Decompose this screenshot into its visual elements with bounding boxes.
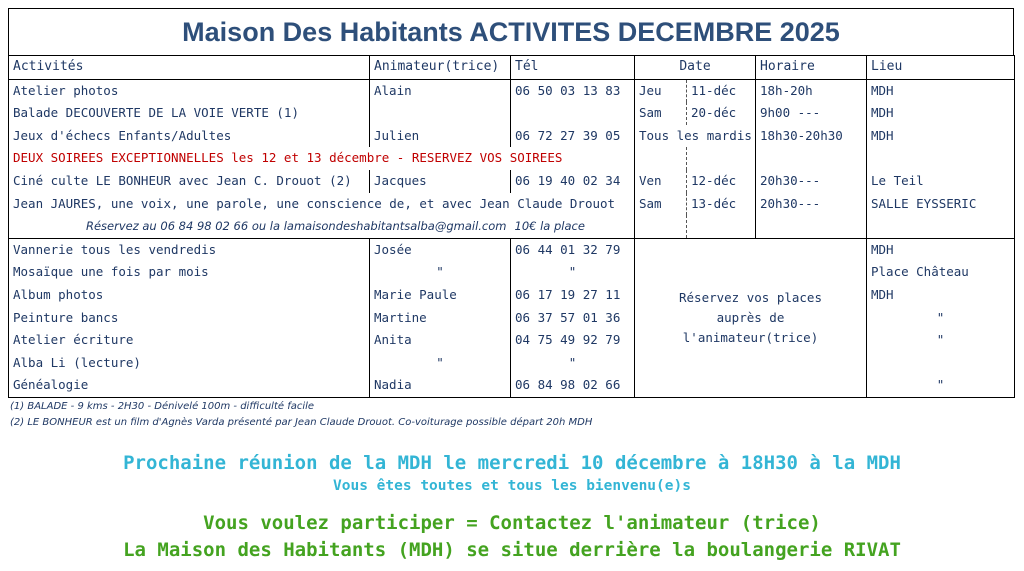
header-animateur: Animateur(trice): [370, 56, 511, 80]
activity-jour: Sam: [635, 102, 687, 125]
page-title-box: [8, 8, 1014, 55]
activity-animateur: Martine: [370, 307, 511, 330]
activity-lieu: ": [867, 329, 1015, 352]
activity-tel: 06 17 19 27 11: [511, 284, 635, 307]
activity-animateur: Anita: [370, 329, 511, 352]
table-row: [9, 79, 1015, 102]
location-text: La Maison des Habitants (MDH) se situe derrière la boulangerie RIVAT: [123, 539, 901, 561]
header-tel: Tél: [511, 56, 635, 80]
activity-animateur: Alain: [370, 79, 511, 102]
welcome-text: Vous êtes toutes et tous les bienvenu(e)s: [333, 478, 691, 494]
activity-jour: Jeu: [635, 79, 687, 102]
activity-horaire: 9h00 ---: [756, 102, 867, 125]
activity-tel: 06 19 40 02 34: [511, 170, 635, 193]
table-row: [9, 170, 1015, 193]
activity-animateur: Julien: [370, 125, 511, 148]
activity-jour: Tous les mardis: [635, 125, 756, 148]
activity-lieu: SALLE EYSSERIC: [867, 193, 1015, 216]
table-row: [9, 125, 1015, 148]
activity-animateur: Jacques: [370, 170, 511, 193]
contact-text: Vous voulez participer = Contactez l'animateur (trice): [203, 512, 821, 534]
activity-lieu: MDH: [867, 79, 1015, 102]
reserve-note-line: l'animateur(trice): [682, 329, 819, 345]
activity-lieu: MDH: [867, 238, 1015, 261]
activity-animateur: Nadia: [370, 374, 511, 397]
activity-name: Peinture bancs: [9, 307, 370, 330]
activity-animateur: [370, 102, 511, 125]
table-row: [9, 102, 1015, 125]
activity-lieu: ": [867, 307, 1015, 330]
activity-lieu: Le Teil: [867, 170, 1015, 193]
activity-lieu: ": [867, 374, 1015, 397]
activity-tel: 06 44 01 32 79: [511, 238, 635, 261]
activity-tel: ": [511, 352, 635, 375]
header-lieu: Lieu: [867, 56, 1015, 80]
activity-lieu: [867, 352, 1015, 375]
activity-name: Généalogie: [9, 374, 370, 397]
activity-jour: Sam: [635, 193, 687, 216]
activity-name: Atelier photos: [9, 79, 370, 102]
activity-horaire: 18h-20h: [756, 79, 867, 102]
activity-name: Jeux d'échecs Enfants/Adultes: [9, 125, 370, 148]
footnote: (2) LE BONHEUR est un film d'Agnès Varda présenté par Jean Claude Drouot. Co-voiturage possible départ 20h MDH: [10, 417, 593, 428]
activity-date: 12-déc: [687, 170, 756, 193]
activity-name: Balade DECOUVERTE DE LA VOIE VERTE (1): [9, 102, 370, 125]
activity-tel: ": [511, 261, 635, 284]
activity-lieu: MDH: [867, 125, 1015, 148]
special-banner-row: [9, 147, 1015, 170]
activity-name: Jean JAURES, une voix, une parole, une conscience de, et avec Jean Claude Drouot: [9, 193, 635, 216]
activity-date: 11-déc: [687, 79, 756, 102]
activity-horaire: 20h30---: [756, 193, 867, 216]
activity-horaire: 18h30-20h30: [756, 125, 867, 148]
special-banner: DEUX SOIREES EXCEPTIONNELLES les 12 et 13 décembre - RESERVEZ VOS SOIREES: [9, 147, 635, 170]
reservation-row: [9, 215, 1015, 238]
reservation-line: Réservez au 06 84 98 02 66 ou la lamaisondeshabitantsalba@gmail.com: [9, 215, 511, 238]
activity-lieu: MDH: [867, 102, 1015, 125]
activity-tel: [511, 102, 635, 125]
activity-animateur: ": [370, 352, 511, 375]
activity-name: Mosaïque une fois par mois: [9, 261, 370, 284]
activity-name: Alba Li (lecture): [9, 352, 370, 375]
activity-animateur: Josée: [370, 238, 511, 261]
activity-lieu: MDH: [867, 284, 1015, 307]
reserve-note-line: auprès de: [716, 309, 785, 325]
activity-name: Ciné culte LE BONHEUR avec Jean C. Drouot (2): [9, 170, 370, 193]
activity-horaire: 20h30---: [756, 170, 867, 193]
reserve-note: [635, 238, 867, 397]
activities-table: [8, 55, 1015, 398]
header-horaire: Horaire: [756, 56, 867, 80]
activity-tel: 06 84 98 02 66: [511, 374, 635, 397]
activity-name: Atelier écriture: [9, 329, 370, 352]
activity-jour: Ven: [635, 170, 687, 193]
footnote: (1) BALADE - 9 kms - 2H30 - Dénivelé 100m - difficulté facile: [10, 401, 315, 412]
meeting-announcement: Prochaine réunion de la MDH le mercredi 10 décembre à 18H30 à la MDH: [123, 452, 901, 474]
activity-date: 20-déc: [687, 102, 756, 125]
price: 10€ la place: [514, 219, 585, 234]
activity-name: Vannerie tous les vendredis: [9, 238, 370, 261]
activity-tel: 06 50 03 13 83: [511, 79, 635, 102]
activity-tel: 06 37 57 01 36: [511, 307, 635, 330]
activity-tel: 04 75 49 92 79: [511, 329, 635, 352]
activity-date: 13-déc: [687, 193, 756, 216]
header-activites: Activités: [9, 56, 370, 80]
table-row: [9, 193, 1015, 216]
footnotes: [10, 399, 592, 431]
activity-name: Album photos: [9, 284, 370, 307]
header-date: Date: [635, 56, 756, 80]
reserve-note-line: Réservez vos places: [679, 289, 822, 305]
activity-animateur: ": [370, 261, 511, 284]
activity-tel: 06 72 27 39 05: [511, 125, 635, 148]
activity-animateur: Marie Paule: [370, 284, 511, 307]
activity-lieu: Place Château: [867, 261, 1015, 284]
table-header-row: [9, 56, 1015, 80]
table-row: [9, 238, 1015, 261]
page-title: Maison Des Habitants ACTIVITES DECEMBRE 2025: [182, 16, 840, 47]
